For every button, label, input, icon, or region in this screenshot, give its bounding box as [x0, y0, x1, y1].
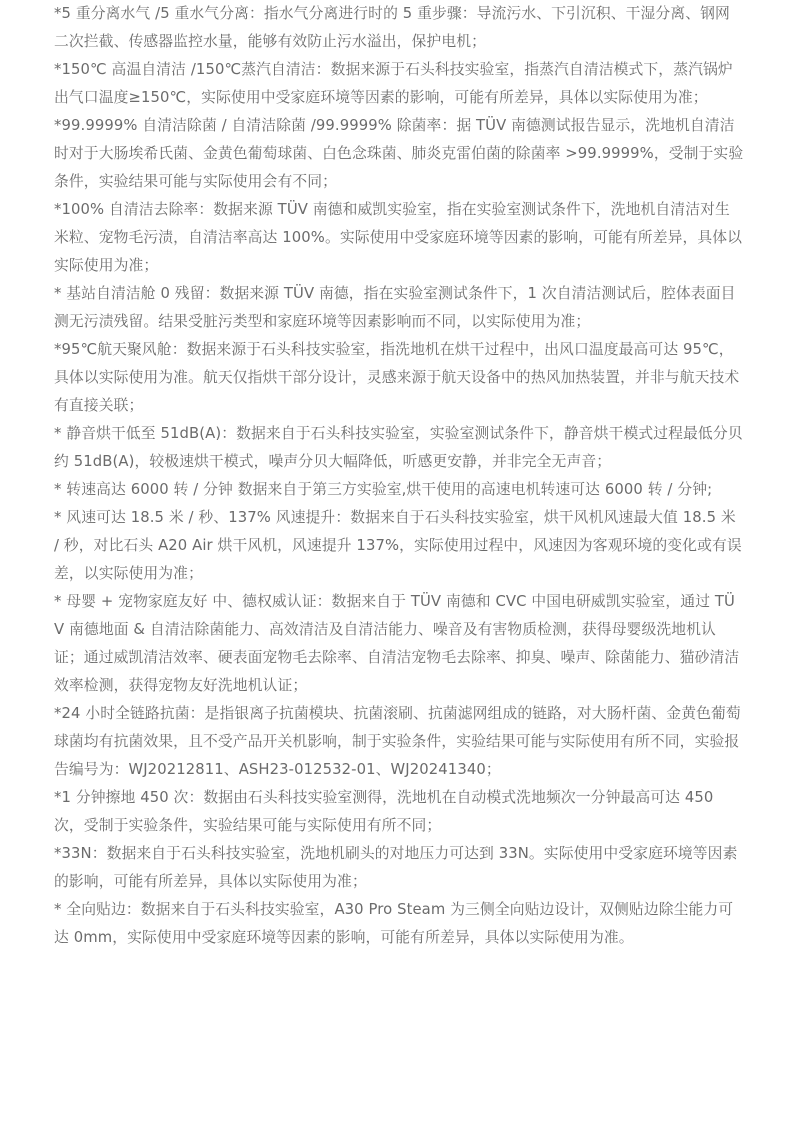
- footnote-edge-cleaning: * 全向贴边：数据来自于石头科技实验室，A30 Pro Steam 为三侧全向贴边设计，双侧贴边除尘能力可达 0mm，实际使用中受家庭环境等因素的影响，可能有所差异，具体以实际使用为准。: [54, 901, 734, 946]
- footnote-antibacterial: *24 小时全链路抗菌：是指银离子抗菌模块、抗菌滚刷、抗菌滤网组成的链路，对大肠杆菌、金黄色葡萄球菌均有抗菌效果，且不受产品开关机影响，制于实验条件，实验结果可能与实际使用有所不同，实验报告编号为：WJ20212811、ASH23-012532-01、WJ20241340；: [54, 705, 741, 778]
- footnote-certification: * 母婴 + 宠物家庭友好 中、德权威认证：数据来自于 TÜV 南德和 CVC 中国电研威凯实验室，通过 TÜV 南德地面 & 自清洁除菌能力、高效清洁及自清洁能力、噪音及有害物质检测，获得母婴级洗地机认证；通过威凯清洁效率、硬表面宠物毛去除率、自清洁宠物毛去除率、抑臭、噪声、除菌能力、猫砂清洁效率检测，获得宠物友好洗地机认证；: [54, 593, 740, 694]
- footnote-water-separation: *5 重分离水气 /5 重水气分离：指水气分离进行时的 5 重步骤：导流污水、下引沉积、干湿分离、钢网二次拦截、传感器监控水量，能够有效防止污水溢出，保护电机；: [54, 5, 730, 50]
- footnote-pressure: *33N：数据来自于石头科技实验室，洗地机刷头的对地压力可达到 33N。实际使用中受家庭环境等因素的影响，可能有所差异，具体以实际使用为准；: [54, 845, 738, 890]
- footnote-removal-rate: *100% 自清洁去除率：数据来源 TÜV 南德和威凯实验室，指在实验室测试条件下，洗地机自清洁对生米粒、宠物毛污渍，自清洁率高达 100%。实际使用中受家庭环境等因素的影响，可能有所差异，具体以实际使用为准；: [54, 201, 743, 274]
- footnote-steam-self-clean: *150℃ 高温自清洁 /150℃蒸汽自清洁：数据来源于石头科技实验室，指蒸汽自清洁模式下，蒸汽锅炉出气口温度≥150℃，实际使用中受家庭环境等因素的影响，可能有所差异，具体以实际使用为准；: [54, 61, 733, 106]
- footnote-hot-air-drying: *95℃航天聚风舱：数据来源于石头科技实验室，指洗地机在烘干过程中，出风口温度最高可达 95℃，具体以实际使用为准。航天仅指烘干部分设计，灵感来源于航天设备中的热风加热装置，并非与航天技术有直接关联；: [54, 341, 740, 414]
- footnote-zero-residue: * 基站自清洁舱 0 残留：数据来源 TÜV 南德，指在实验室测试条件下，1 次自清洁测试后，腔体表面目测无污渍残留。结果受脏污类型和家庭环境等因素影响而不同，以实际使用为准；: [54, 285, 736, 330]
- footnote-motor-speed: * 转速高达 6000 转 / 分钟 数据来自于第三方实验室,烘干使用的高速电机转速可达 6000 转 / 分钟;: [54, 481, 713, 498]
- footnote-wind-speed: * 风速可达 18.5 米 / 秒、137% 风速提升：数据来自于石头科技实验室，烘干风机风速最大值 18.5 米 / 秒，对比石头 A20 Air 烘干风机，风速提升 137%，实际使用过程中，风速因为客观环境的变化或有误差，以实际使用为准；: [54, 509, 742, 582]
- footnote-sterilization-rate: *99.9999% 自清洁除菌 / 自清洁除菌 /99.9999% 除菌率：据 TÜV 南德测试报告显示，洗地机自清洁时对于大肠埃希氏菌、金黄色葡萄球菌、白色念珠菌、肺炎克雷伯菌的除菌率 >99.9999%，受制于实验条件，实验结果可能与实际使用会有不同；: [54, 117, 744, 190]
- footnote-quiet-drying: * 静音烘干低至 51dB(A)：数据来自于石头科技实验室，实验室测试条件下，静音烘干模式过程最低分贝约 51dB(A)，较极速烘干模式，噪声分贝大幅降低，听感更安静，并非完全无声音；: [54, 425, 743, 470]
- footnote-scrub-frequency: *1 分钟擦地 450 次：数据由石头科技实验室测得，洗地机在自动模式洗地频次一分钟最高可达 450 次，受制于实验条件，实验结果可能与实际使用有所不同；: [54, 789, 714, 834]
- footnotes-list: [54, 0, 744, 952]
